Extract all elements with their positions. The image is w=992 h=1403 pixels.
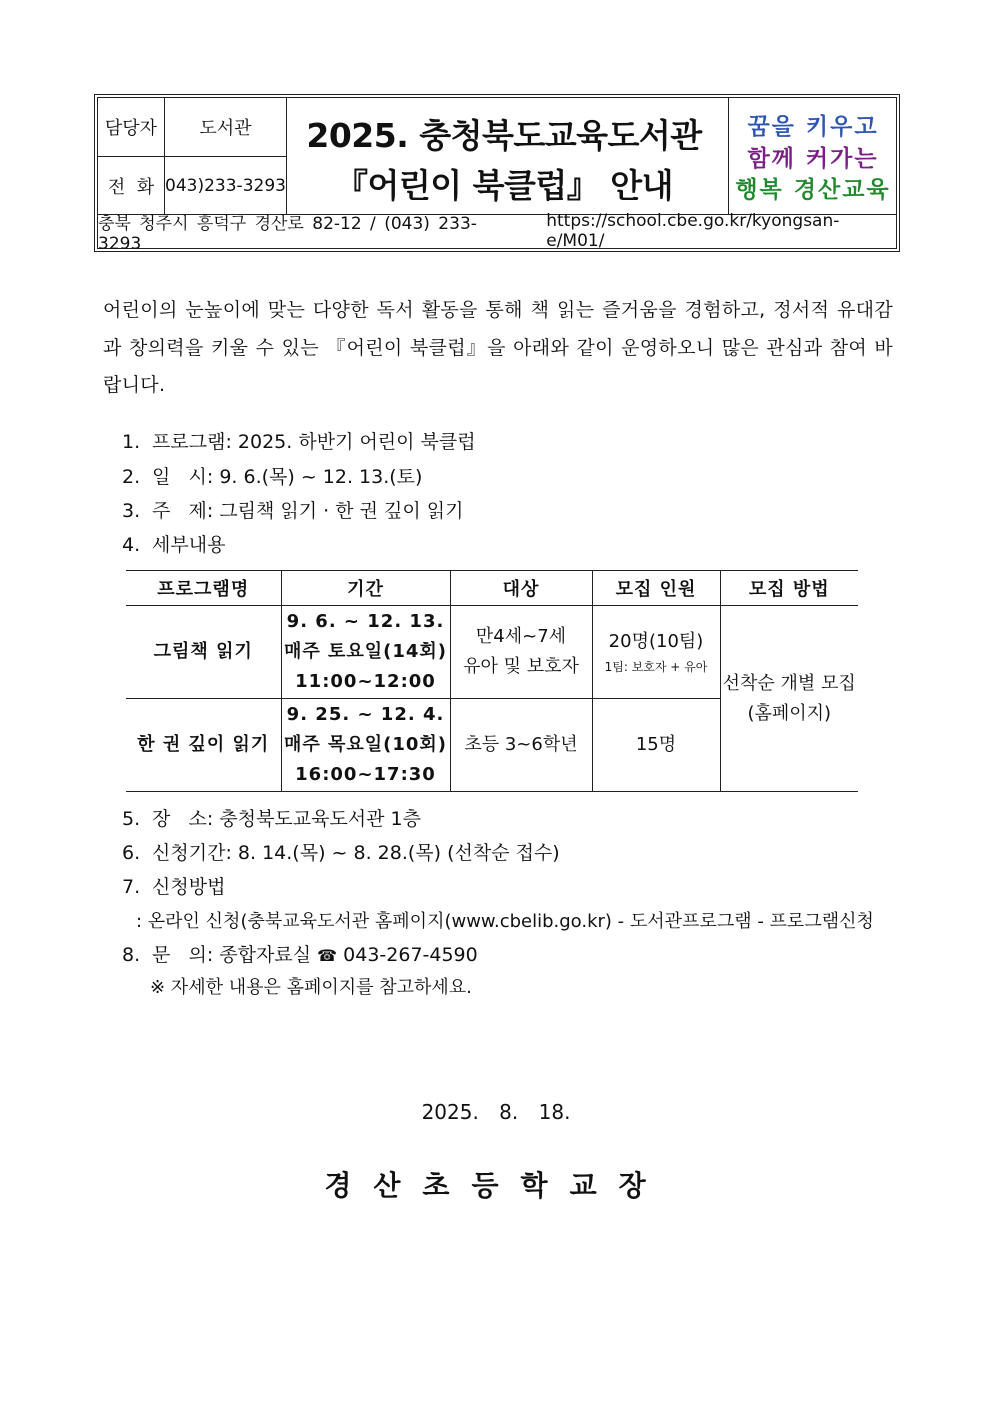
slogan-line3: 행복 경산교육 xyxy=(735,177,891,203)
period-dates: 9. 6. ~ 12. 13. xyxy=(286,611,445,632)
list-item xyxy=(122,462,422,489)
capacity-value: 20명(10팀) xyxy=(608,631,704,652)
item-label: 신청기간: xyxy=(152,842,232,864)
program-period xyxy=(281,606,450,699)
document-date: 2025. 8. 18. xyxy=(421,1100,571,1124)
note: ※ 자세한 내용은 홈페이지를 참고하세요. xyxy=(150,977,472,998)
item-value: 8. 14.(목) ~ 8. 28.(목) (선착순 접수) xyxy=(237,842,560,864)
school-url[interactable]: https://school.cbe.go.kr/kyongsan-e/M01/ xyxy=(546,211,840,251)
list-item xyxy=(122,872,225,899)
item-label: 주 제: xyxy=(152,500,214,522)
item-label: 장 소: xyxy=(152,808,214,830)
item-label: 세부내용 xyxy=(152,534,226,556)
column-header: 프로그램명 xyxy=(126,571,281,606)
manager-value: 도서관 xyxy=(199,118,252,139)
list-item xyxy=(122,496,464,523)
intro-paragraph: 어린이의 눈높이에 맞는 다양한 독서 활동을 통해 책 읽는 즐거움을 경험하고, 정서적 유대감과 창의력을 키울 수 있는 『어린이 북클럽』을 아래와 같이 운영하오니 많은 관심과 참여 바랍니다. xyxy=(103,299,893,396)
item-number: 2. xyxy=(122,466,141,488)
address-line xyxy=(98,211,896,254)
signature: 경산초등학교장 xyxy=(324,1169,668,1202)
address: 충북 청주시 흥덕구 경산로 82-12 / (043) 233-3293 xyxy=(98,213,477,254)
phone-icon: ☎ xyxy=(317,946,338,965)
item-value: 그림책 읽기 · 한 권 깊이 읽기 xyxy=(219,500,464,522)
program-capacity xyxy=(592,606,720,699)
method-line2: (홈페이지) xyxy=(747,702,832,724)
period-time: 11:00~12:00 xyxy=(295,671,436,692)
period-dates: 9. 25. ~ 12. 4. xyxy=(286,704,445,725)
apply-method: : 온라인 신청(충북교육도서관 홈페이지(www.cbelib.go.kr) - 도서관프로그램 - 프로그램신청 xyxy=(136,911,874,932)
list-item xyxy=(122,804,421,831)
program-name: 그림책 읽기 xyxy=(126,606,281,699)
manager-label: 담당자 xyxy=(104,118,158,139)
target-age: 만4세~7세 xyxy=(475,626,567,647)
program-target xyxy=(450,606,592,699)
details-table xyxy=(126,570,858,792)
slogan-line2: 함께 커가는 xyxy=(747,146,879,172)
item-number: 5. xyxy=(122,808,141,830)
item-number: 8. xyxy=(122,944,141,966)
item-value: 9. 6.(목) ~ 12. 13.(토) xyxy=(219,466,423,488)
list-item xyxy=(122,940,478,967)
item-label: 신청방법 xyxy=(152,876,226,898)
capacity-note: 1팀: 보호자 + 유아 xyxy=(604,660,708,674)
item-number: 6. xyxy=(122,842,141,864)
header-divider xyxy=(728,98,729,214)
period-schedule: 매주 목요일(10회) xyxy=(283,734,448,755)
header-box xyxy=(97,97,897,254)
page-title-line2: 『어린이 북클럽』 안내 xyxy=(334,166,673,205)
item-label: 문 의: xyxy=(152,944,214,966)
program-capacity: 15명 xyxy=(592,699,720,792)
item-number: 7. xyxy=(122,876,141,898)
column-header: 모집 인원 xyxy=(592,571,720,606)
contact-dept: 종합자료실 xyxy=(219,944,312,966)
program-name: 한 권 깊이 읽기 xyxy=(126,699,281,792)
item-number: 4. xyxy=(122,534,141,556)
list-item xyxy=(122,838,560,865)
item-number: 1. xyxy=(122,431,141,453)
list-item xyxy=(122,530,225,557)
item-value: 충청북도교육도서관 1층 xyxy=(219,808,421,830)
column-header: 기간 xyxy=(281,571,450,606)
period-time: 16:00~17:30 xyxy=(295,764,436,785)
column-header: 대상 xyxy=(450,571,592,606)
program-target: 초등 3~6학년 xyxy=(450,699,592,792)
contact-phone: 043-267-4590 xyxy=(343,944,478,966)
recruit-method xyxy=(720,606,858,792)
program-period xyxy=(281,699,450,792)
method-line1: 선착순 개별 모집 xyxy=(722,672,856,694)
list-item xyxy=(122,427,476,454)
table-row xyxy=(126,606,858,699)
phone-value: 043)233-3293 xyxy=(165,175,286,196)
item-label: 프로그램: xyxy=(152,431,232,453)
column-header: 모집 방법 xyxy=(720,571,858,606)
table-header-row xyxy=(126,571,858,606)
page-title-line1: 2025. 충청북도교육도서관 xyxy=(306,116,702,155)
phone-label: 전 화 xyxy=(107,176,155,198)
target-group: 유아 및 보호자 xyxy=(463,656,579,677)
period-schedule: 매주 토요일(14회) xyxy=(283,641,448,662)
slogan-line1: 꿈을 키우고 xyxy=(747,114,879,140)
item-number: 3. xyxy=(122,500,141,522)
item-label: 일 시: xyxy=(152,466,214,488)
item-value: 2025. 하반기 어린이 북클럽 xyxy=(237,431,476,453)
